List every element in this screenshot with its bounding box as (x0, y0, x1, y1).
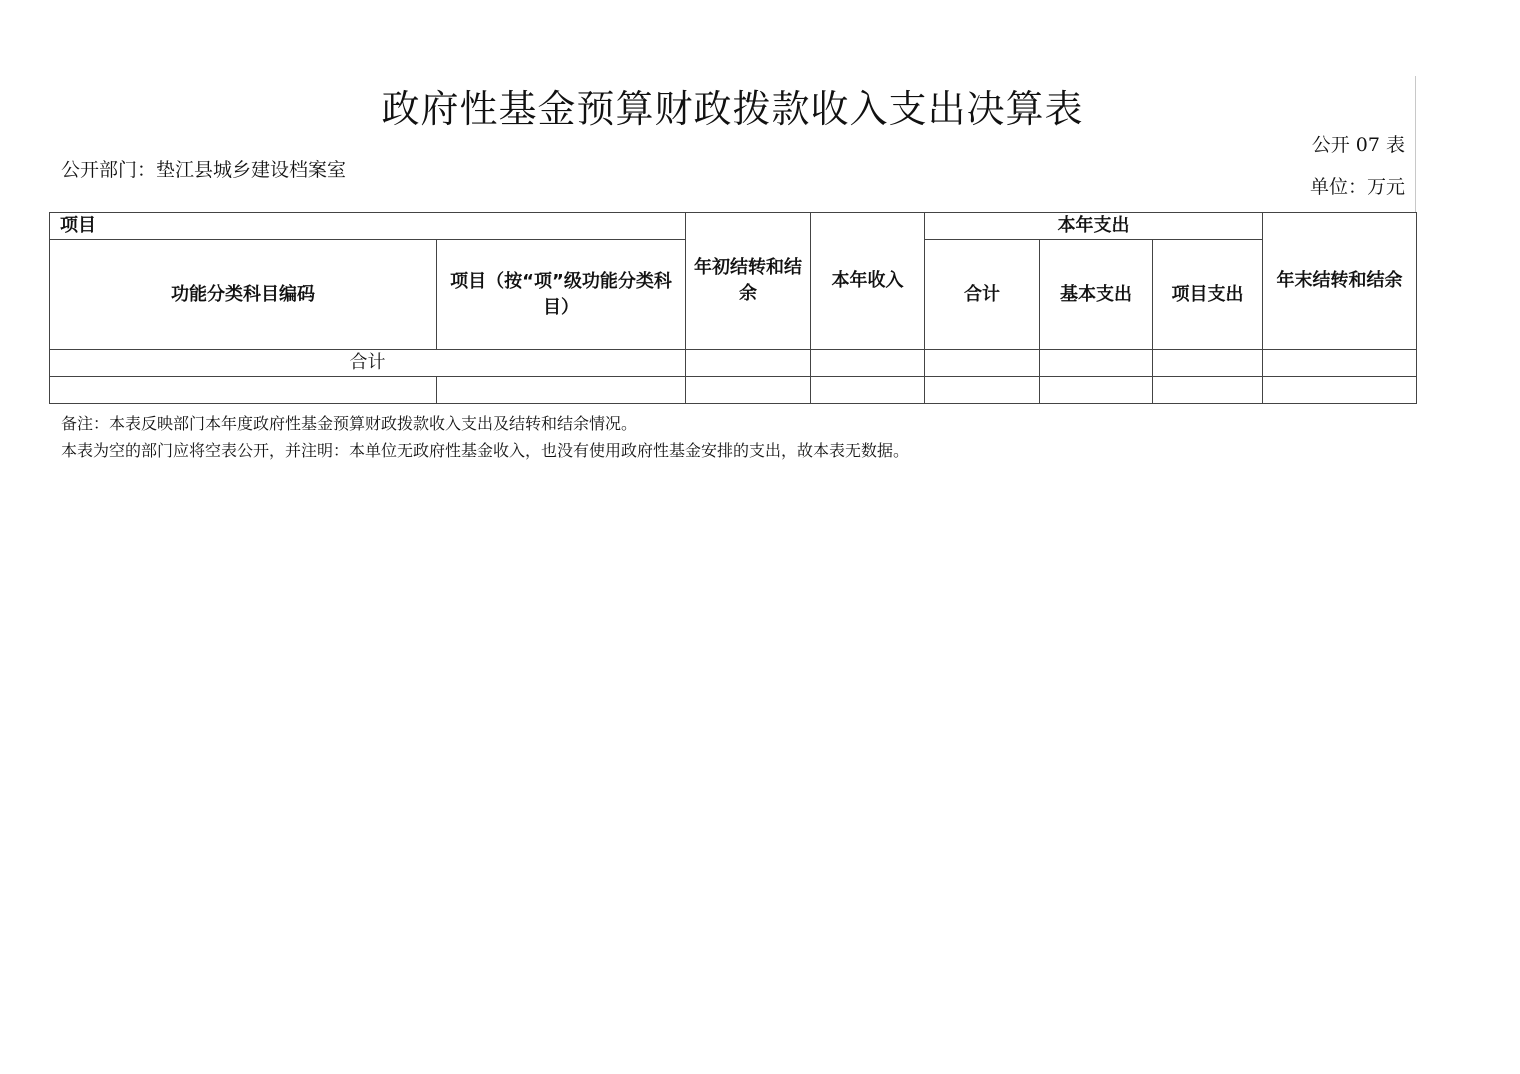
sum-label: 合计 (50, 350, 686, 377)
table-cell (811, 350, 925, 377)
table-cell (925, 350, 1040, 377)
table-cell (1153, 350, 1263, 377)
header-item-group: 项目 (50, 213, 686, 240)
table-cell (811, 377, 925, 404)
unit-label: 单位：万元 (1309, 176, 1405, 198)
department-label: 公开部门：垫江县城乡建设档案室 (61, 159, 347, 181)
table-cell (1153, 377, 1263, 404)
header-expense-group: 本年支出 (925, 213, 1263, 240)
header-item: 项目（按“项”级功能分类科目） (437, 240, 686, 350)
note-line-2: 本表为空的部门应将空表公开，并注明：本单位无政府性基金收入，也没有使用政府性基金安排的支出，故本表无数据。 (61, 441, 910, 460)
header-total: 合计 (925, 240, 1040, 350)
table-cell (925, 377, 1040, 404)
header-begin-balance: 年初结转和结余 (686, 213, 811, 350)
header-basic: 基本支出 (1040, 240, 1153, 350)
table-cell (1040, 350, 1153, 377)
header-code: 功能分类科目编码 (50, 240, 437, 350)
header-project: 项目支出 (1153, 240, 1263, 350)
budget-table (49, 212, 1417, 404)
note-line-1: 备注：本表反映部门本年度政府性基金预算财政拨款收入支出及结转和结余情况。 (61, 414, 638, 433)
table-cell (686, 377, 811, 404)
table-cell (1263, 350, 1417, 377)
header-end-balance: 年末结转和结余 (1263, 213, 1417, 350)
header-row-group (50, 213, 1417, 240)
table-cell (686, 350, 811, 377)
table-row (50, 377, 1417, 404)
document-title: 政府性基金预算财政拨款收入支出决算表 (381, 87, 1084, 131)
form-number: 公开 07 表 (1311, 134, 1405, 156)
header-income: 本年收入 (811, 213, 925, 350)
table-cell (50, 377, 437, 404)
table-cell (1263, 377, 1417, 404)
table-cell (1040, 377, 1153, 404)
table-cell (437, 377, 686, 404)
table-row-sum (50, 350, 1417, 377)
